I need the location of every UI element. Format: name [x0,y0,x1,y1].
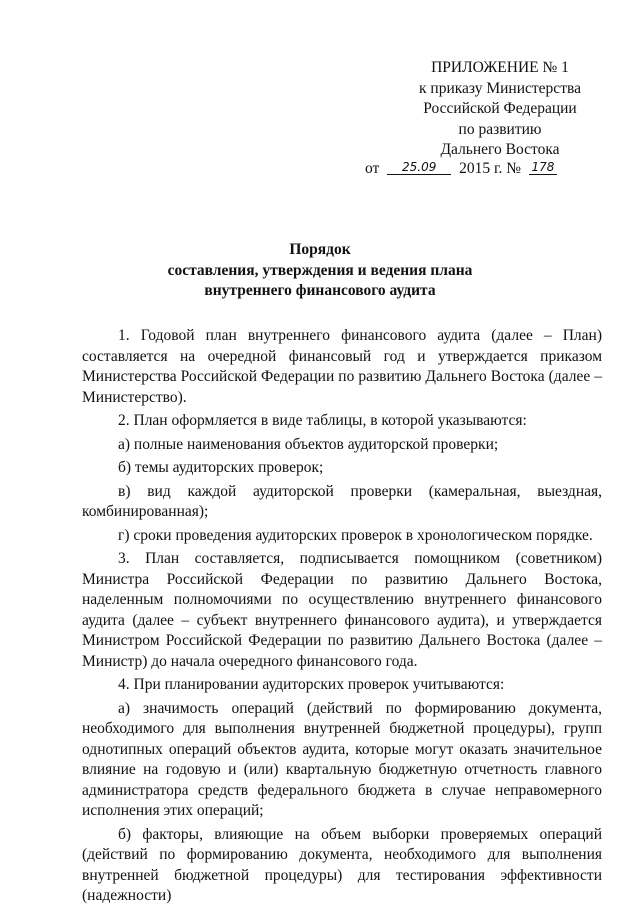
document-body [82,326,602,910]
title-line-1: Порядок [289,241,351,258]
appendix-line-4: Дальнего Востока [440,141,560,158]
date-prefix: от [365,160,380,177]
paragraph-2b: б) темы аудиторских проверок; [118,459,324,476]
paragraph-4: 4. При планировании аудиторских проверок учитываются: [118,676,505,693]
paragraph-4a: а) значимость операций (действий по формированию документа, необходимого для выполнения внутренней бюджетной процедуры), групп однотипных операций объектов аудита, которые могут оказать значительное влияние на годовую и (или) квартальную бюджетную отчетность главного администратора средств федерального бюджета в случае неправомерного исполнения этих операций; [82,699,602,819]
order-year-label: 2015 г. № [459,160,522,177]
paragraph-2d: г) сроки проведения аудиторских проверок в хронологическом порядке. [118,526,593,544]
handwritten-order-number: 178 [529,160,557,175]
appendix-line-2: Российской Федерации [423,100,577,117]
document-title [150,240,490,302]
title-line-3: внутреннего финансового аудита [204,282,436,299]
appendix-header [400,58,600,161]
paragraph-2: 2. План оформляется в виде таблицы, в которой указываются: [118,412,527,429]
paragraph-2c: в) вид каждой аудиторской проверки (камеральная, выездная, комбинированная); [82,482,602,520]
appendix-title: ПРИЛОЖЕНИЕ № 1 [431,59,569,76]
handwritten-date: 25.09 [387,160,451,175]
appendix-line-1: к приказу Министерства [419,79,581,97]
appendix-line-3: по развитию [458,120,542,138]
paragraph-2a: а) полные наименования объектов аудиторской проверки; [118,435,499,453]
order-date-line [365,160,605,178]
paragraph-3: 3. План составляется, подписывается помощником (советником) Министра Российской Федерации по развитию Дальнего Востока, наделенным полномочиями по осуществлению внутреннего финансового аудита (далее – субъект внутреннего финансового аудита), и утверждается Министром Российской Федерации по развитию Дальнего Востока (далее – Министр) до начала очередного финансового года. [82,550,602,670]
paragraph-4b: б) факторы, влияющие на объем выборки проверяемых операций (действий по формированию документа, необходимого для выполнения внутренней бюджетной процедуры) для тестирования эффективности (надежности) [82,825,602,904]
paragraph-1: 1. Годовой план внутреннего финансового аудита (далее – План) составляется на очередной финансовый год и утверждается приказом Министерства Российской Федерации по развитию Дальнего Востока (далее – Министерство). [82,327,602,406]
title-line-2: составления, утверждения и ведения плана [167,261,473,279]
